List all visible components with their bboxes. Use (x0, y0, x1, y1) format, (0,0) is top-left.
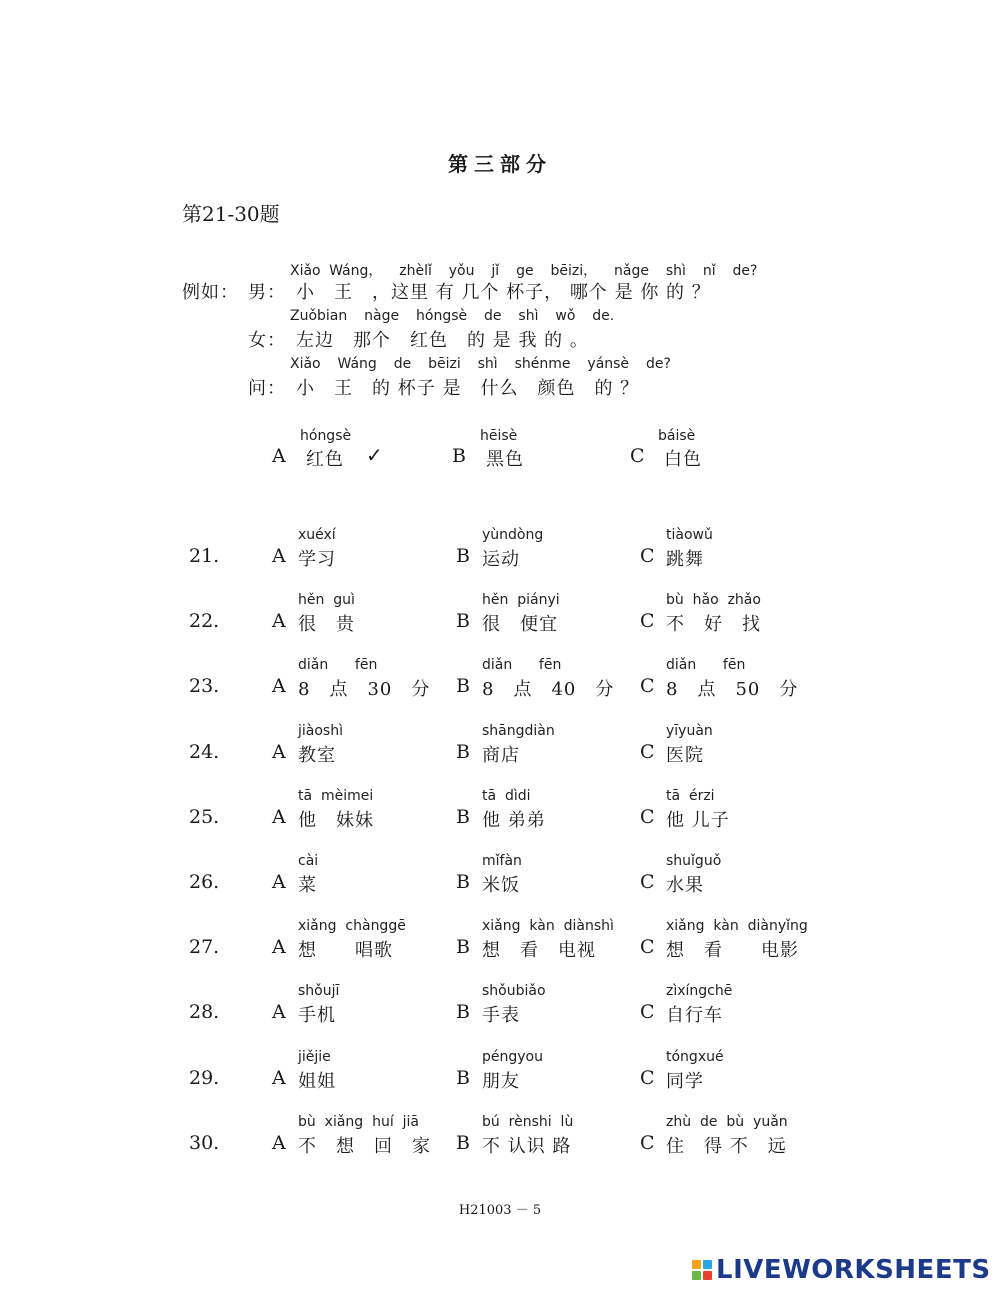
option-text: 水果 (666, 875, 704, 896)
option-letter: B (456, 545, 470, 567)
option-pinyin: xiǎng kàn diànyǐng (666, 918, 808, 935)
option-letter: C (640, 871, 655, 893)
option-text: 商店 (482, 744, 520, 766)
option-pinyin: mǐfàn (482, 853, 522, 869)
option-pinyin: cài (298, 853, 319, 869)
option-letter: B (456, 740, 470, 763)
option-letter: A (272, 675, 286, 698)
example-option-pinyin: hēisè (480, 428, 518, 444)
option-text: 朋友 (482, 1070, 520, 1092)
option-pinyin: péngyou (482, 1048, 543, 1065)
example-speaker: 男： (248, 282, 286, 303)
option-pinyin: tā mèimei (298, 787, 374, 804)
option-letter: A (272, 871, 286, 893)
option-text: 8 点 30 分 (298, 679, 431, 701)
liveworksheets-logo-icon (692, 1260, 712, 1280)
option-pinyin: diǎn fēn (666, 657, 746, 674)
section-subtitle: 第21-30题 (182, 202, 280, 226)
option-letter: B (456, 805, 470, 828)
option-text: 不 认识 路 (482, 1135, 572, 1157)
option-text: 想 看 电影 (666, 940, 799, 962)
page-title: 第三部分 (448, 152, 552, 176)
option-text: 8 点 50 分 (666, 679, 799, 701)
example-option-text: 黑色 (486, 449, 524, 470)
option-pinyin: bù xiǎng huí jiā (298, 1113, 419, 1130)
option-letter: B (456, 675, 470, 698)
option-pinyin: tā érzi (666, 787, 715, 804)
option-text: 他 儿子 (666, 809, 730, 831)
option-text: 他 弟弟 (482, 809, 546, 831)
option-text: 学习 (298, 549, 336, 570)
option-text: 想 唱歌 (298, 940, 393, 962)
option-pinyin: zhù de bù yuǎn (666, 1113, 788, 1130)
option-letter: B (456, 1131, 470, 1154)
check-mark-icon: ✓ (366, 443, 384, 467)
option-letter: C (640, 1066, 655, 1089)
example-line-text: 小 王 的 杯子 是 什么 颜色 的 ？ (296, 378, 640, 399)
option-pinyin: jiàoshì (298, 722, 343, 739)
page-footer: H21003 － 5 (458, 1203, 542, 1218)
question-number: 24. (189, 740, 220, 763)
option-pinyin: tiàowǔ (666, 527, 713, 543)
example-line-text: 小 王 ，这里 有 几个 杯子， 哪个 是 你 的 ？ (296, 282, 711, 303)
option-letter: B (456, 610, 470, 633)
option-pinyin: xiǎng chànggē (298, 918, 406, 935)
option-letter: C (640, 675, 655, 698)
option-text: 手表 (482, 1005, 520, 1027)
option-letter: A (272, 936, 286, 959)
option-pinyin: tóngxué (666, 1048, 724, 1065)
example-option-pinyin: báisè (658, 428, 696, 444)
example-pinyin: Xiǎo Wáng， zhèlǐ yǒu jǐ ge bēizi， nǎge shì nǐ de? (290, 263, 758, 279)
option-text: 菜 (298, 875, 317, 896)
option-pinyin: xuéxí (298, 527, 336, 543)
option-pinyin: tā dìdi (482, 787, 531, 804)
example-option-letter: C (630, 445, 645, 467)
option-letter: B (456, 1001, 470, 1024)
option-pinyin: diǎn fēn (298, 657, 378, 674)
question-number: 28. (189, 1001, 220, 1024)
question-number: 21. (189, 545, 220, 567)
question-number: 22. (189, 610, 220, 633)
question-number: 29. (189, 1066, 220, 1089)
logo-text: LIVEWORKSHEETS (716, 1255, 991, 1285)
option-text: 不 好 找 (666, 614, 761, 636)
option-pinyin: xiǎng kàn diànshì (482, 918, 614, 935)
option-pinyin: shāngdiàn (482, 722, 555, 739)
question-number: 26. (189, 871, 220, 893)
option-text: 想 看 电视 (482, 940, 596, 962)
question-number: 30. (189, 1131, 220, 1154)
option-pinyin: yīyuàn (666, 722, 713, 739)
option-letter: A (272, 545, 286, 567)
example-option-letter: B (452, 445, 466, 467)
option-text: 跳舞 (666, 549, 704, 570)
example-label: 例如： (182, 282, 239, 303)
option-text: 运动 (482, 549, 520, 570)
option-text: 自行车 (666, 1005, 723, 1027)
option-letter: C (640, 1131, 655, 1154)
option-pinyin: bú rènshi lù (482, 1113, 574, 1130)
option-pinyin: zìxíngchē (666, 983, 733, 1000)
option-pinyin: hěn piányi (482, 592, 560, 609)
option-pinyin: yùndòng (482, 527, 544, 543)
option-letter: A (272, 1131, 286, 1154)
option-text: 他 妹妹 (298, 809, 374, 831)
option-text: 米饭 (482, 875, 520, 896)
option-text: 医院 (666, 744, 704, 766)
option-letter: A (272, 1066, 286, 1089)
example-option-letter: A (272, 445, 286, 467)
option-letter: A (272, 805, 286, 828)
option-pinyin: shǒujī (298, 983, 340, 1000)
option-text: 同学 (666, 1070, 704, 1092)
option-letter: B (456, 1066, 470, 1089)
example-pinyin: Xiǎo Wáng de bēizi shì shénme yánsè de? (290, 356, 671, 372)
option-text: 很 便宜 (482, 614, 558, 636)
example-line-text: 左边 那个 红色 的 是 我 的 。 (296, 330, 589, 351)
option-letter: A (272, 610, 286, 633)
option-letter: B (456, 871, 470, 893)
example-speaker: 女： (248, 330, 286, 351)
example-speaker: 问： (248, 378, 286, 399)
option-text: 姐姐 (298, 1070, 336, 1092)
option-letter: A (272, 740, 286, 763)
option-text: 8 点 40 分 (482, 679, 615, 701)
option-letter: C (640, 740, 655, 763)
question-number: 25. (189, 805, 220, 828)
option-letter: A (272, 1001, 286, 1024)
example-option-text: 红色 (306, 449, 344, 470)
option-pinyin: diǎn fēn (482, 657, 562, 674)
option-pinyin: shǒubiǎo (482, 983, 546, 1000)
option-text: 很 贵 (298, 614, 355, 636)
option-pinyin: jiějie (298, 1048, 331, 1065)
option-pinyin: hěn guì (298, 592, 355, 609)
option-pinyin: bù hǎo zhǎo (666, 592, 761, 609)
question-number: 23. (189, 675, 220, 698)
option-letter: C (640, 805, 655, 828)
example-option-pinyin: hóngsè (300, 428, 352, 444)
option-letter: C (640, 936, 655, 959)
example-pinyin: Zuǒbian nàge hóngsè de shì wǒ de. (290, 308, 615, 324)
option-text: 教室 (298, 744, 336, 766)
option-letter: C (640, 545, 655, 567)
liveworksheets-logo[interactable] (692, 1255, 991, 1285)
option-text: 手机 (298, 1005, 336, 1027)
example-option-text: 白色 (664, 449, 702, 470)
option-letter: C (640, 610, 655, 633)
option-text: 不 想 回 家 (298, 1135, 431, 1157)
option-letter: C (640, 1001, 655, 1024)
question-number: 27. (189, 936, 220, 959)
option-letter: B (456, 936, 470, 959)
option-text: 住 得 不 远 (666, 1135, 787, 1157)
option-pinyin: shuǐguǒ (666, 853, 722, 869)
